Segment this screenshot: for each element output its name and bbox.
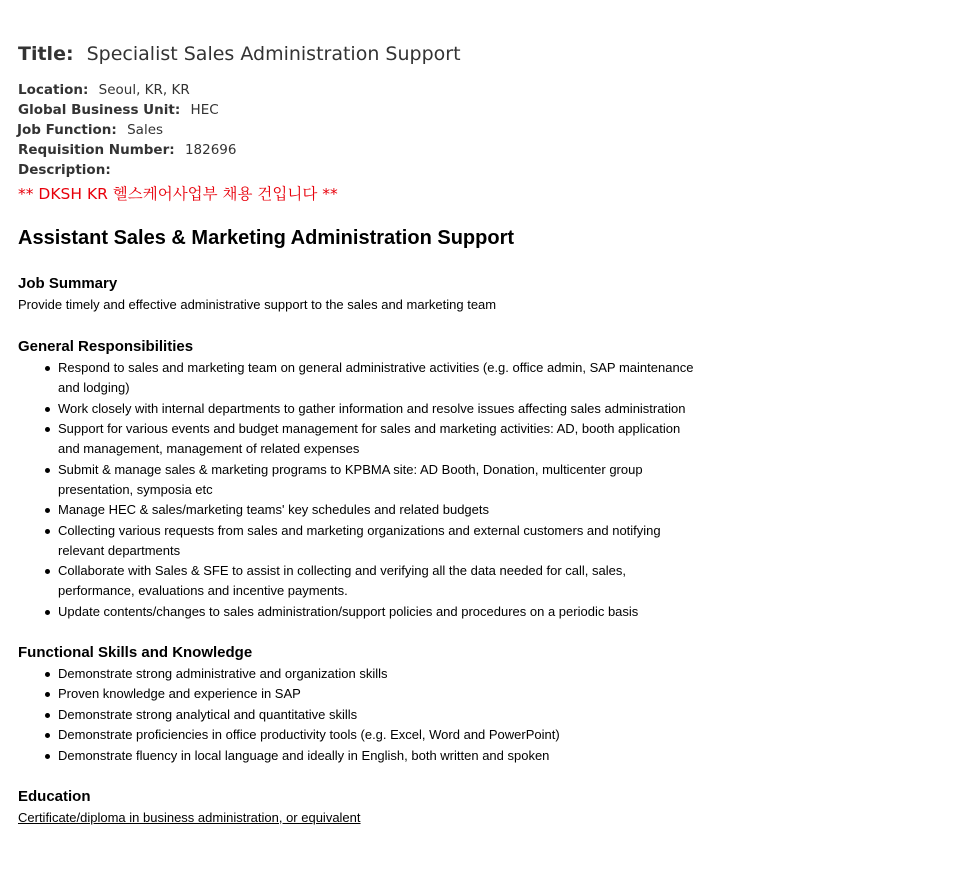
list-item: Collecting various requests from sales and marketing organizations and external customers and notifying relevant departments: [18, 521, 704, 561]
requisition-row: [18, 140, 918, 160]
list-item: Work closely with internal departments to gather information and resolve issues affecting sales administration: [18, 399, 704, 419]
job-function-row: [17, 120, 918, 140]
job-title-row: [18, 40, 918, 68]
list-item: Demonstrate fluency in local language and ideally in English, both written and spoken: [18, 746, 704, 766]
bullet-icon: [45, 529, 50, 534]
job-posting: [18, 40, 918, 828]
education-link[interactable]: Certificate/diploma in business administration, or equivalent: [18, 809, 361, 825]
business-unit-row: [18, 100, 918, 120]
functional-skills-heading: Functional Skills and Knowledge: [18, 643, 253, 661]
bullet-icon: [45, 672, 50, 677]
list-item: Collaborate with Sales & SFE to assist in collecting and verifying all the data needed for call, sales, performance, evaluations and incentive payments.: [18, 561, 704, 601]
list-item: Submit & manage sales & marketing programs to KPBMA site: AD Booth, Donation, multicenter group presentation, symposia etc: [18, 460, 704, 500]
list-item: Support for various events and budget management for sales and marketing activities: AD, booth application and management, management of related expenses: [18, 419, 704, 459]
general-responsibilities-heading: General Responsibilities: [18, 338, 194, 355]
title-label: Title:: [18, 43, 74, 65]
bullet-icon: [45, 508, 50, 513]
list-item: Demonstrate proficiencies in office productivity tools (e.g. Excel, Word and PowerPoint): [18, 725, 704, 745]
description-heading: Assistant Sales & Marketing Administration Support: [18, 227, 515, 249]
bullet-icon: [45, 692, 50, 697]
bullet-icon: [45, 427, 50, 432]
job-title: Specialist Sales Administration Support: [86, 43, 461, 65]
education-heading: Education: [18, 787, 91, 805]
location-label: Location:: [18, 82, 89, 98]
list-item: Update contents/changes to sales administration/support policies and procedures on a periodic basis: [18, 602, 704, 622]
general-responsibilities-list: [18, 358, 704, 622]
bullet-icon: [45, 713, 50, 718]
bullet-icon: [45, 733, 50, 738]
business-unit-value: HEC: [190, 102, 219, 118]
bullet-icon: [45, 407, 50, 412]
location-row: [18, 80, 918, 100]
list-item: Respond to sales and marketing team on general administrative activities (e.g. office admin, SAP maintenance and lodging): [18, 358, 704, 398]
bullet-icon: [45, 569, 50, 574]
job-function-label: Job Function:: [17, 122, 117, 138]
bullet-icon: [45, 754, 50, 759]
list-item: Proven knowledge and experience in SAP: [18, 684, 704, 704]
bullet-icon: [45, 610, 50, 615]
list-item: Manage HEC & sales/marketing teams' key schedules and related budgets: [18, 500, 704, 520]
job-function-value: Sales: [127, 122, 164, 138]
business-unit-label: Global Business Unit:: [18, 102, 181, 118]
requisition-value: 182696: [184, 142, 237, 158]
description-label: Description:: [18, 162, 111, 178]
job-summary-heading: Job Summary: [18, 275, 118, 292]
recruitment-notice: ** DKSH KR 헬스케어사업부 채용 건입니다 **: [18, 185, 338, 203]
list-item: Demonstrate strong analytical and quantitative skills: [18, 705, 704, 725]
job-meta: [18, 80, 918, 180]
description-row: [18, 160, 918, 180]
bullet-icon: [45, 468, 50, 473]
bullet-icon: [45, 366, 50, 371]
list-item: Demonstrate strong administrative and organization skills: [18, 664, 704, 684]
location-value: Seoul, KR, KR: [98, 82, 190, 98]
job-summary-text: Provide timely and effective administrative support to the sales and marketing team: [18, 297, 497, 312]
functional-skills-list: [18, 664, 704, 766]
requisition-label: Requisition Number:: [18, 142, 175, 158]
